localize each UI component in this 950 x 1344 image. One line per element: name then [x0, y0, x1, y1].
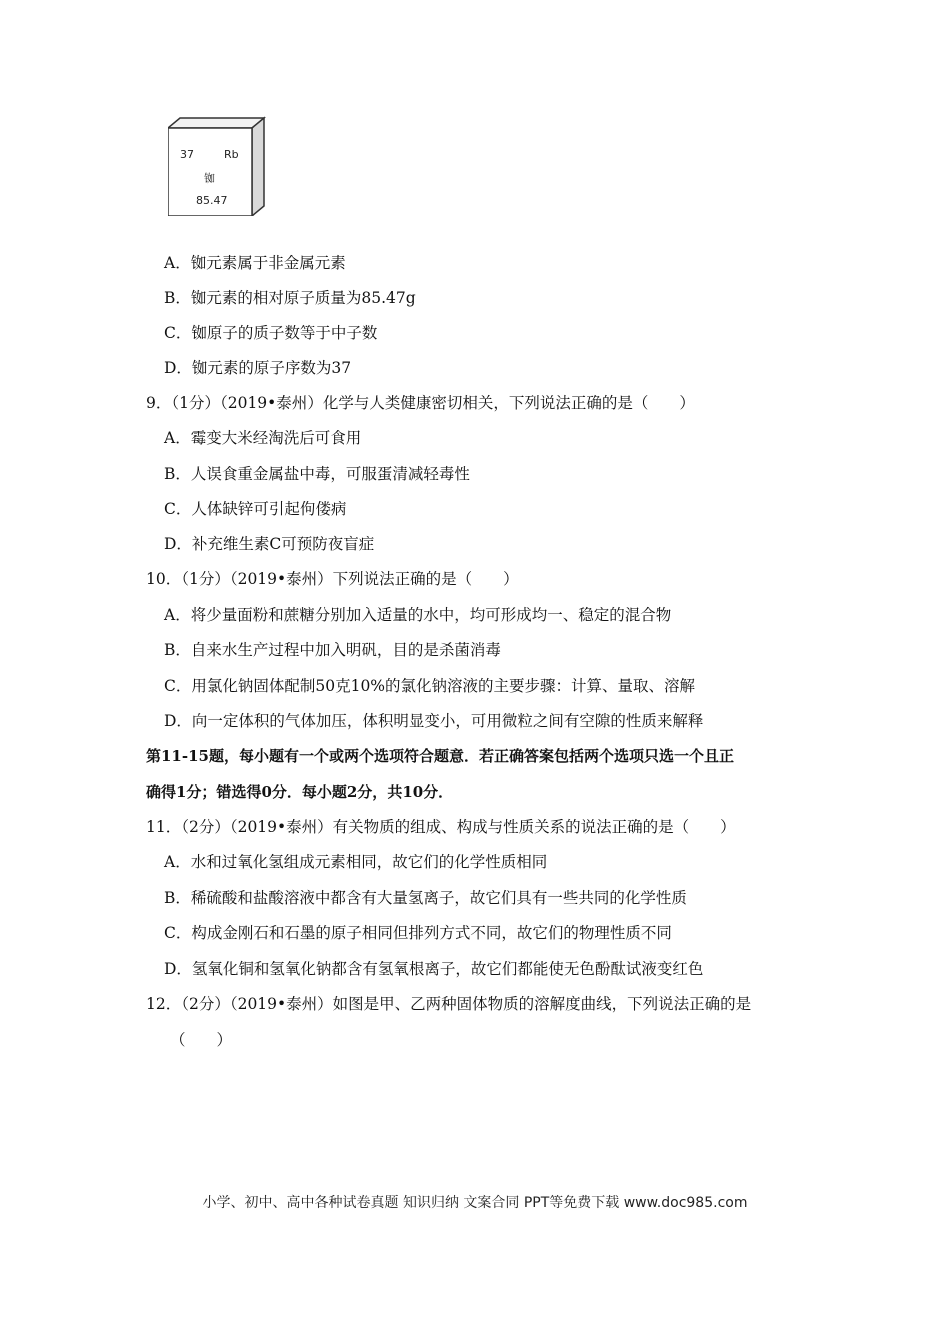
q10-option-b: B．自来水生产过程中加入明矾，目的是杀菌消毒 — [164, 641, 501, 659]
atomic-number: 37 — [180, 148, 194, 161]
q11-option-d: D．氢氧化铜和氢氧化钠都含有氢氧根离子，故它们都能使无色酚酞试液变红色 — [164, 960, 704, 978]
q10-option-d: D．向一定体积的气体加压，体积明显变小，可用微粒之间有空隙的性质来解释 — [164, 712, 704, 730]
q11-stem: 11．（2分）（2019•泰州）有关物质的组成、构成与性质关系的说法正确的是（ ） — [146, 818, 736, 836]
q8-option-b: B．铷元素的相对原子质量为85.47g — [164, 289, 416, 307]
section-note-line-1: 第11-15题，每小题有一个或两个选项符合题意．若正确答案包括两个选项只选一个且正 — [146, 747, 734, 765]
atomic-mass: 85.47 — [196, 194, 228, 207]
q10-stem: 10．（1分）（2019•泰州）下列说法正确的是（ ） — [146, 570, 519, 588]
q8-option-c: C．铷原子的质子数等于中子数 — [164, 324, 378, 342]
q9-option-b: B．人误食重金属盐中毒，可服蛋清减轻毒性 — [164, 465, 470, 483]
q11-option-a: A．水和过氧化氢组成元素相同，故它们的化学性质相同 — [164, 853, 548, 871]
q11-option-c: C．构成金刚石和石墨的原子相同但排列方式不同，故它们的物理性质不同 — [164, 924, 672, 942]
q10-option-c: C．用氯化钠固体配制50克10%的氯化钠溶液的主要步骤：计算、量取、溶解 — [164, 677, 696, 695]
element-symbol: Rb — [224, 148, 239, 161]
q12-stem: 12．（2分）（2019•泰州）如图是甲、乙两种固体物质的溶解度曲线，下列说法正确的是 — [146, 995, 752, 1013]
q9-option-c: C．人体缺锌可引起佝偻病 — [164, 500, 347, 518]
q9-stem: 9．（1分）（2019•泰州）化学与人类健康密切相关，下列说法正确的是（ ） — [146, 394, 695, 412]
page-footer: 小学、初中、高中各种试卷真题 知识归纳 文案合同 PPT等免费下载 www.doc985.com — [202, 1195, 748, 1211]
q9-option-a: A．霉变大米经淘洗后可食用 — [164, 429, 362, 447]
q8-option-d: D．铷元素的原子序数为37 — [164, 359, 352, 377]
element-name: 铷 — [204, 172, 215, 185]
element-card-rubidium — [168, 116, 266, 216]
q8-option-a: A．铷元素属于非金属元素 — [164, 254, 346, 272]
q11-option-b: B．稀硫酸和盐酸溶液中都含有大量氢离子，故它们具有一些共同的化学性质 — [164, 889, 687, 907]
q12-answer-bracket: （ ） — [170, 1031, 233, 1049]
q10-option-a: A．将少量面粉和蔗糖分别加入适量的水中，均可形成均一、稳定的混合物 — [164, 606, 672, 624]
section-note-line-2: 确得1分；错选得0分．每小题2分，共10分． — [146, 783, 454, 801]
q9-option-d: D．补充维生素C可预防夜盲症 — [164, 535, 375, 553]
